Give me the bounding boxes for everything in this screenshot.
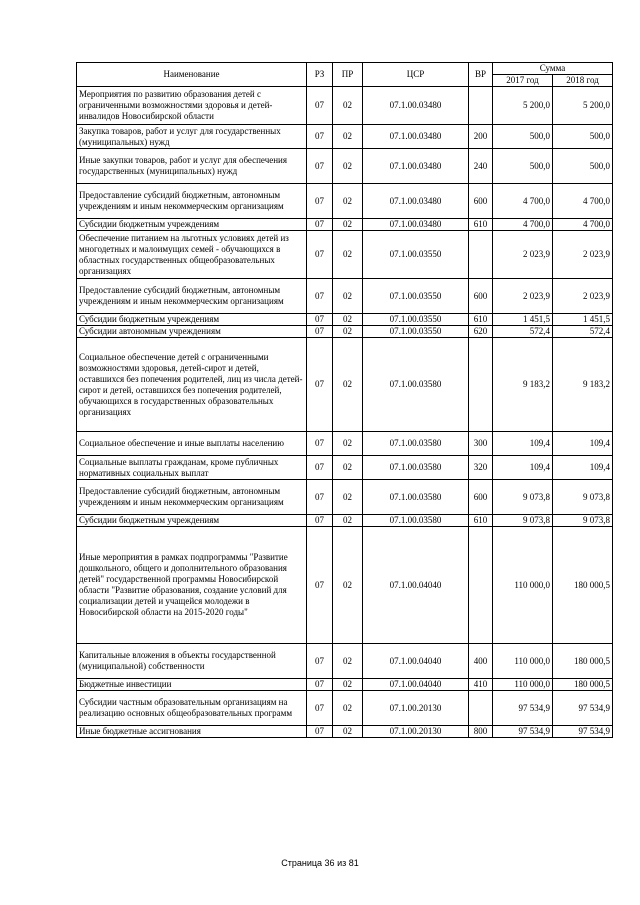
row-name: Социальное обеспечение и иные выплаты населению — [77, 432, 307, 456]
col-header-pr: ПР — [333, 63, 363, 87]
row-name: Обеспечение питанием на льготных условиях детей из многодетных и малоимущих семей - обучающихся в областных государственных общеобразовательных организациях — [77, 231, 307, 279]
row-rz: 07 — [307, 219, 333, 231]
col-header-csr: ЦСР — [363, 63, 469, 87]
row-pr: 02 — [333, 125, 363, 149]
table-row — [77, 480, 613, 515]
row-sum-2018: 5 200,0 — [553, 87, 613, 125]
row-sum-2017: 97 534,9 — [493, 691, 553, 726]
row-sum-2017: 9 073,8 — [493, 480, 553, 515]
col-header-sum: Сумма — [493, 63, 613, 75]
row-sum-2018: 9 073,8 — [553, 515, 613, 527]
row-name: Предоставление субсидий бюджетным, автономным учреждениям и иным некоммерческим организациям — [77, 184, 307, 219]
row-sum-2017: 2 023,9 — [493, 231, 553, 279]
table-body — [77, 87, 613, 738]
row-sum-2017: 4 700,0 — [493, 184, 553, 219]
row-vr: 600 — [469, 480, 493, 515]
row-sum-2018: 180 000,5 — [553, 644, 613, 679]
row-sum-2018: 109,4 — [553, 432, 613, 456]
row-name: Субсидии бюджетным учреждениям — [77, 314, 307, 326]
table-row — [77, 456, 613, 480]
row-name: Предоставление субсидий бюджетным, автономным учреждениям и иным некоммерческим организациям — [77, 279, 307, 314]
row-vr — [469, 87, 493, 125]
row-sum-2018: 1 451,5 — [553, 314, 613, 326]
row-rz: 07 — [307, 515, 333, 527]
row-rz: 07 — [307, 87, 333, 125]
row-name: Социальное обеспечение детей с ограниченными возможностями здоровья, детей-сирот и детей, оставшихся без попечения родителей, лиц из числа детей-сирот и детей, оставшихся без попечения родителей, обучающихся в государственных образовательных организациях — [77, 338, 307, 432]
row-csr: 07.1.00.03580 — [363, 432, 469, 456]
budget-table — [76, 62, 613, 738]
row-vr: 300 — [469, 432, 493, 456]
row-pr: 02 — [333, 527, 363, 644]
row-name: Бюджетные инвестиции — [77, 679, 307, 691]
row-vr: 610 — [469, 219, 493, 231]
row-csr: 07.1.00.04040 — [363, 644, 469, 679]
row-csr: 07.1.00.04040 — [363, 527, 469, 644]
table-row — [77, 515, 613, 527]
row-sum-2018: 2 023,9 — [553, 231, 613, 279]
row-rz: 07 — [307, 314, 333, 326]
row-vr: 610 — [469, 314, 493, 326]
row-vr: 240 — [469, 149, 493, 184]
row-csr: 07.1.00.03580 — [363, 456, 469, 480]
row-csr: 07.1.00.03550 — [363, 231, 469, 279]
row-sum-2017: 4 700,0 — [493, 219, 553, 231]
row-rz: 07 — [307, 184, 333, 219]
row-rz: 07 — [307, 279, 333, 314]
row-sum-2017: 500,0 — [493, 149, 553, 184]
row-vr: 800 — [469, 726, 493, 738]
row-name: Закупка товаров, работ и услуг для государственных (муниципальных) нужд — [77, 125, 307, 149]
row-name: Иные мероприятия в рамках подпрограммы "Развитие дошкольного, общего и дополнительного образования детей" государственной программы Новосибирской области "Развитие образования, создание условий для социализации детей и учащейся молодежи в Новосибирской области на 2015-2020 годы" — [77, 527, 307, 644]
row-pr: 02 — [333, 87, 363, 125]
row-vr: 600 — [469, 279, 493, 314]
row-csr: 07.1.00.03480 — [363, 125, 469, 149]
row-rz: 07 — [307, 527, 333, 644]
row-pr: 02 — [333, 279, 363, 314]
row-rz: 07 — [307, 149, 333, 184]
row-sum-2018: 500,0 — [553, 125, 613, 149]
row-pr: 02 — [333, 314, 363, 326]
row-pr: 02 — [333, 149, 363, 184]
row-sum-2018: 97 534,9 — [553, 726, 613, 738]
row-sum-2018: 572,4 — [553, 326, 613, 338]
row-csr: 07.1.00.03580 — [363, 338, 469, 432]
row-pr: 02 — [333, 644, 363, 679]
row-vr: 600 — [469, 184, 493, 219]
table-row — [77, 231, 613, 279]
table-row — [77, 726, 613, 738]
row-pr: 02 — [333, 338, 363, 432]
table-row — [77, 125, 613, 149]
row-csr: 07.1.00.04040 — [363, 679, 469, 691]
col-header-vr: ВР — [469, 63, 493, 87]
row-sum-2017: 110 000,0 — [493, 527, 553, 644]
row-pr: 02 — [333, 219, 363, 231]
row-sum-2018: 180 000,5 — [553, 679, 613, 691]
row-name: Субсидии бюджетным учреждениям — [77, 219, 307, 231]
row-name: Мероприятия по развитию образования детей с ограниченными возможностями здоровья и детей-инвалидов Новосибирской области — [77, 87, 307, 125]
row-sum-2017: 9 183,2 — [493, 338, 553, 432]
col-header-2017: 2017 год — [493, 75, 553, 87]
table-row — [77, 279, 613, 314]
row-name: Субсидии частным образовательным организациям на реализацию основных общеобразовательных программ — [77, 691, 307, 726]
row-pr: 02 — [333, 184, 363, 219]
row-sum-2018: 500,0 — [553, 149, 613, 184]
row-pr: 02 — [333, 726, 363, 738]
row-sum-2018: 2 023,9 — [553, 279, 613, 314]
row-sum-2018: 4 700,0 — [553, 219, 613, 231]
row-rz: 07 — [307, 456, 333, 480]
table-row — [77, 149, 613, 184]
row-sum-2017: 500,0 — [493, 125, 553, 149]
row-pr: 02 — [333, 456, 363, 480]
row-csr: 07.1.00.03480 — [363, 219, 469, 231]
row-vr: 410 — [469, 679, 493, 691]
row-pr: 02 — [333, 679, 363, 691]
row-rz: 07 — [307, 726, 333, 738]
row-sum-2017: 5 200,0 — [493, 87, 553, 125]
row-name: Субсидии автономным учреждениям — [77, 326, 307, 338]
row-csr: 07.1.00.03550 — [363, 326, 469, 338]
row-vr: 620 — [469, 326, 493, 338]
row-sum-2018: 9 073,8 — [553, 480, 613, 515]
table-row — [77, 219, 613, 231]
row-sum-2017: 110 000,0 — [493, 644, 553, 679]
row-pr: 02 — [333, 432, 363, 456]
row-rz: 07 — [307, 679, 333, 691]
row-vr — [469, 338, 493, 432]
row-rz: 07 — [307, 480, 333, 515]
table-row — [77, 338, 613, 432]
row-csr: 07.1.00.20130 — [363, 691, 469, 726]
row-csr: 07.1.00.03580 — [363, 515, 469, 527]
row-rz: 07 — [307, 326, 333, 338]
row-rz: 07 — [307, 338, 333, 432]
row-csr: 07.1.00.20130 — [363, 726, 469, 738]
row-name: Иные закупки товаров, работ и услуг для обеспечения государственных (муниципальных) нужд — [77, 149, 307, 184]
table-row — [77, 679, 613, 691]
row-name: Иные бюджетные ассигнования — [77, 726, 307, 738]
row-vr: 320 — [469, 456, 493, 480]
row-csr: 07.1.00.03480 — [363, 87, 469, 125]
row-vr — [469, 231, 493, 279]
row-pr: 02 — [333, 231, 363, 279]
row-sum-2017: 109,4 — [493, 432, 553, 456]
row-sum-2018: 109,4 — [553, 456, 613, 480]
row-pr: 02 — [333, 326, 363, 338]
row-vr: 610 — [469, 515, 493, 527]
row-sum-2017: 9 073,8 — [493, 515, 553, 527]
row-pr: 02 — [333, 515, 363, 527]
row-sum-2017: 572,4 — [493, 326, 553, 338]
row-rz: 07 — [307, 231, 333, 279]
table-row — [77, 691, 613, 726]
row-rz: 07 — [307, 644, 333, 679]
row-csr: 07.1.00.03480 — [363, 184, 469, 219]
row-sum-2018: 180 000,5 — [553, 527, 613, 644]
row-rz: 07 — [307, 125, 333, 149]
row-name: Капитальные вложения в объекты государственной (муниципальной) собственности — [77, 644, 307, 679]
row-name: Предоставление субсидий бюджетным, автономным учреждениям и иным некоммерческим организациям — [77, 480, 307, 515]
table-row — [77, 326, 613, 338]
row-vr — [469, 691, 493, 726]
col-header-rz: РЗ — [307, 63, 333, 87]
table-row — [77, 87, 613, 125]
row-sum-2017: 110 000,0 — [493, 679, 553, 691]
row-sum-2018: 97 534,9 — [553, 691, 613, 726]
row-name: Социальные выплаты гражданам, кроме публичных нормативных социальных выплат — [77, 456, 307, 480]
row-csr: 07.1.00.03480 — [363, 149, 469, 184]
table-row — [77, 184, 613, 219]
row-sum-2018: 9 183,2 — [553, 338, 613, 432]
row-vr — [469, 527, 493, 644]
row-vr: 400 — [469, 644, 493, 679]
row-sum-2018: 4 700,0 — [553, 184, 613, 219]
page-number: Страница 36 из 81 — [281, 858, 359, 868]
row-sum-2017: 2 023,9 — [493, 279, 553, 314]
row-csr: 07.1.00.03580 — [363, 480, 469, 515]
row-sum-2017: 1 451,5 — [493, 314, 553, 326]
row-rz: 07 — [307, 691, 333, 726]
row-sum-2017: 97 534,9 — [493, 726, 553, 738]
row-name: Субсидии бюджетным учреждениям — [77, 515, 307, 527]
col-header-name: Наименование — [77, 63, 307, 87]
table-row — [77, 432, 613, 456]
table-row — [77, 314, 613, 326]
row-pr: 02 — [333, 480, 363, 515]
table-row — [77, 527, 613, 644]
col-header-2018: 2018 год — [553, 75, 613, 87]
row-vr: 200 — [469, 125, 493, 149]
table-row — [77, 644, 613, 679]
row-pr: 02 — [333, 691, 363, 726]
row-csr: 07.1.00.03550 — [363, 314, 469, 326]
row-sum-2017: 109,4 — [493, 456, 553, 480]
row-csr: 07.1.00.03550 — [363, 279, 469, 314]
row-rz: 07 — [307, 432, 333, 456]
